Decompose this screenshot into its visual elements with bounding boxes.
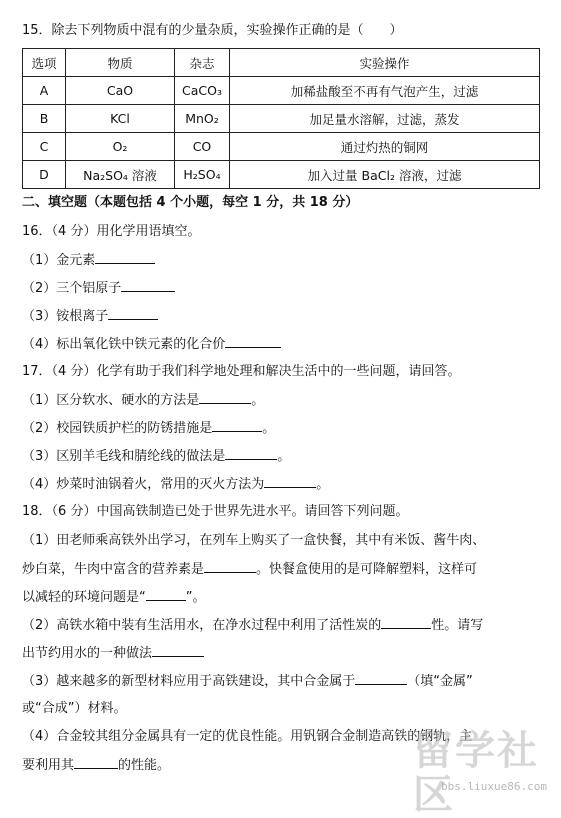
watermark-url: bbs.liuxue86.com xyxy=(441,780,547,793)
cell-substance: CaO xyxy=(66,77,175,105)
table-row xyxy=(23,105,540,133)
q16-item-text: （2）三个铝原子 xyxy=(22,281,122,296)
answer-blank[interactable] xyxy=(225,447,277,460)
cell-operation: 加足量水溶解，过滤，蒸发 xyxy=(230,105,540,133)
table-row xyxy=(23,161,540,189)
q16-item-text: （1）金元素 xyxy=(22,253,96,268)
cell-substance: O₂ xyxy=(66,133,175,161)
q17-item xyxy=(22,419,275,438)
answer-blank[interactable] xyxy=(199,391,251,404)
q17-item-text: （2）校园铁质护栏的防锈措施是 xyxy=(22,421,213,436)
q17-item xyxy=(22,391,264,410)
cell-substance: KCl xyxy=(66,105,175,133)
answer-blank[interactable] xyxy=(225,335,281,348)
q17-item xyxy=(22,475,329,494)
answer-blank[interactable] xyxy=(152,644,204,657)
q18-text: 出节约用水的一种做法 xyxy=(22,646,153,661)
watermark xyxy=(413,728,553,818)
col-option: 选项 xyxy=(23,49,66,77)
q18-text: （填“金属” xyxy=(407,674,473,689)
q16-item-text: （4）标出氧化铁中铁元素的化合价 xyxy=(22,337,226,352)
cell-substance: Na₂SO₄ 溶液 xyxy=(66,161,175,189)
q17-item-text: （1）区分软水、硬水的方法是 xyxy=(22,393,200,408)
q16-item xyxy=(22,307,158,326)
cell-option: D xyxy=(23,161,66,189)
answer-blank[interactable] xyxy=(95,251,155,264)
q17-item-end: 。 xyxy=(277,449,291,464)
q18-text: 炒白菜，牛肉中富含的营养素是 xyxy=(22,562,205,577)
q16-item xyxy=(22,251,155,270)
q18-p4b xyxy=(22,756,170,775)
q17-title: 17．（4 分）化学有助于我们科学地处理和解决生活中的一些问题，请回答。 xyxy=(22,364,461,379)
q18-text: （3）越来越多的新型材料应用于高铁建设，其中合金属于 xyxy=(22,674,356,689)
q18-p2a xyxy=(22,616,483,635)
q18-p2b xyxy=(22,644,204,663)
cell-option: A xyxy=(23,77,66,105)
q17-item xyxy=(22,447,290,466)
answer-blank[interactable] xyxy=(146,588,186,601)
q18-p1c xyxy=(22,588,206,607)
q18-text: 。快餐盒使用的是可降解塑料，这样可 xyxy=(256,562,478,577)
q17-item-text: （3）区别羊毛线和腈纶线的做法是 xyxy=(22,449,226,464)
section-heading: 二、填空题（本题包括 4 个小题，每空 1 分，共 18 分） xyxy=(22,195,359,210)
cell-impurity: H₂SO₄ xyxy=(175,161,230,189)
q18-text: 的性能。 xyxy=(118,758,171,773)
q16-item-text: （3）铵根离子 xyxy=(22,309,109,324)
col-operation: 实验操作 xyxy=(230,49,540,77)
q17-item-end: 。 xyxy=(251,393,265,408)
q18-text: （2）高铁水箱中装有生活用水，在净水过程中利用了活性炭的 xyxy=(22,618,382,633)
answer-blank[interactable] xyxy=(355,672,407,685)
cell-option: C xyxy=(23,133,66,161)
q18-text: 以减轻的环境问题是“ xyxy=(22,590,146,605)
q16-item xyxy=(22,279,175,298)
q18-p4a: （4）合金较其组分金属具有一定的优良性能。用钒钢合金制造高铁的钢轨，主 xyxy=(22,729,473,744)
cell-operation: 通过灼热的铜网 xyxy=(230,133,540,161)
col-impurity: 杂志 xyxy=(175,49,230,77)
q18-text: 要利用其 xyxy=(22,758,75,773)
cell-impurity: CO xyxy=(175,133,230,161)
cell-operation: 加稀盐酸至不再有气泡产生，过滤 xyxy=(230,77,540,105)
q15-title: 15．除去下列物质中混有的少量杂质，实验操作正确的是（ ） xyxy=(22,23,403,38)
q18-title: 18．（6 分）中国高铁制造已处于世界先进水平。请回答下列问题。 xyxy=(22,504,409,519)
q17-item-text: （4）炒菜时油锅着火，常用的灭火方法为 xyxy=(22,477,265,492)
cell-option: B xyxy=(23,105,66,133)
answer-blank[interactable] xyxy=(212,419,262,432)
q17-item-end: 。 xyxy=(316,477,330,492)
table-header-row xyxy=(23,49,540,77)
answer-blank[interactable] xyxy=(204,560,256,573)
cell-operation: 加入过量 BaCl₂ 溶液，过滤 xyxy=(230,161,540,189)
table-row xyxy=(23,133,540,161)
answer-blank[interactable] xyxy=(121,279,175,292)
answer-blank[interactable] xyxy=(264,475,316,488)
col-substance: 物质 xyxy=(66,49,175,77)
table-row xyxy=(23,77,540,105)
cell-impurity: MnO₂ xyxy=(175,105,230,133)
q18-p1b xyxy=(22,560,477,579)
q18-text: 性。请写 xyxy=(431,618,484,633)
q18-p3a xyxy=(22,672,473,691)
answer-blank[interactable] xyxy=(108,307,158,320)
cell-impurity: CaCO₃ xyxy=(175,77,230,105)
q18-p3b: 或“合成”）材料。 xyxy=(22,701,127,716)
answer-blank[interactable] xyxy=(74,756,118,769)
q16-item xyxy=(22,335,281,354)
q16-title: 16．（4 分）用化学用语填空。 xyxy=(22,224,201,239)
answer-blank[interactable] xyxy=(381,616,431,629)
q18-text: ”。 xyxy=(185,590,206,605)
watermark-logo: 留学社区 xyxy=(413,728,539,818)
q17-item-end: 。 xyxy=(262,421,276,436)
q15-table xyxy=(22,48,540,189)
q18-p1a: （1）田老师乘高铁外出学习，在列车上购买了一盒快餐，其中有米饭、酱牛肉、 xyxy=(22,533,486,548)
